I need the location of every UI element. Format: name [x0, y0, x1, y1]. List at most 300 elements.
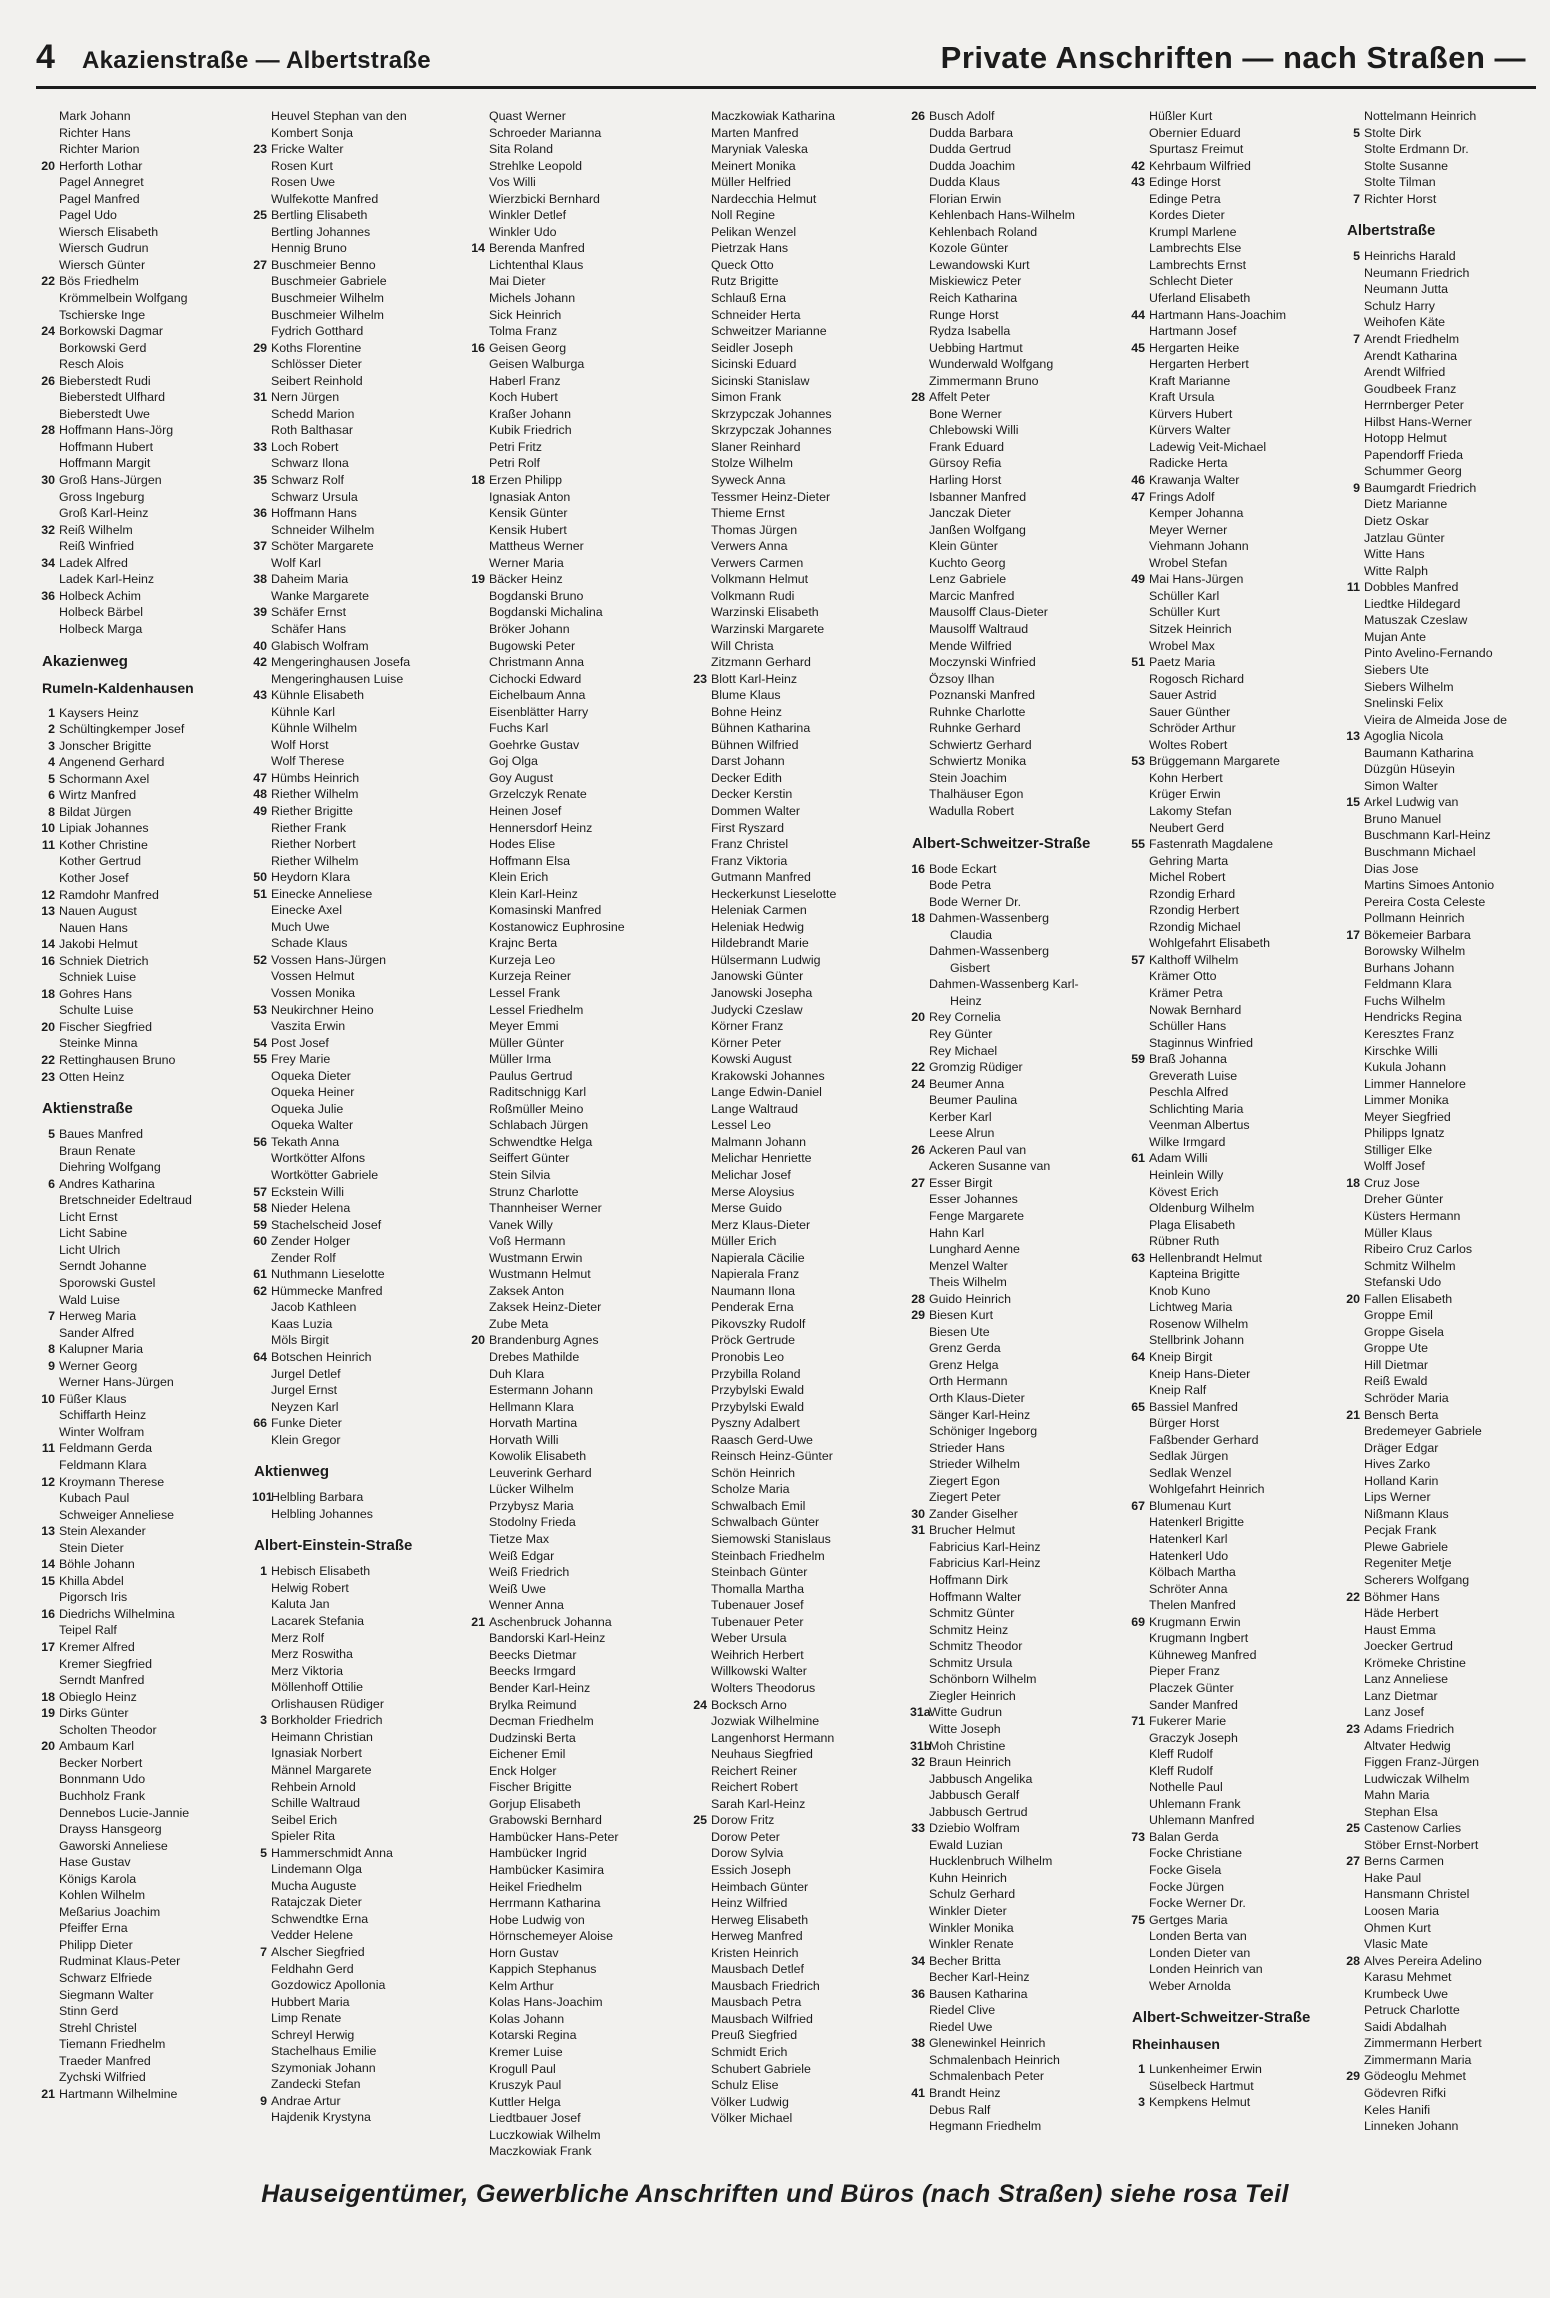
- resident-entry: [470, 1399, 690, 1416]
- resident-entry: [1345, 191, 1545, 208]
- resident-name: Bogdanski Michalina: [489, 605, 603, 620]
- resident-entry: [470, 2127, 690, 2144]
- resident-entry: [1345, 861, 1545, 878]
- resident-name: Bugowski Peter: [489, 638, 576, 653]
- resident-entry: [1130, 406, 1350, 423]
- resident-name: Fricke Walter: [271, 142, 344, 157]
- resident-name: Graczyk Joseph: [1149, 1730, 1238, 1745]
- resident-entry: [1345, 1390, 1545, 1407]
- resident-entry: [1345, 1820, 1545, 1837]
- resident-name: Decman Friedhelm: [489, 1714, 594, 1729]
- resident-entry: [1345, 1225, 1545, 1242]
- resident-name: Uebbing Hartmut: [929, 340, 1023, 355]
- resident-name: Vieira de Almeida Jose de: [1364, 712, 1508, 727]
- resident-name: Gertges Maria: [1149, 1912, 1228, 1927]
- resident-entry: [692, 1630, 910, 1647]
- resident-name: Verwers Carmen: [711, 555, 804, 570]
- resident-name: Nuthmann Lieselotte: [271, 1267, 385, 1282]
- resident-entry: [470, 2061, 690, 2078]
- resident-entry: [692, 323, 910, 340]
- resident-name: Hennersdorf Heinz: [489, 820, 593, 835]
- resident-name: Hatenkerl Karl: [1149, 1532, 1228, 1547]
- resident-name: Cruz Jose: [1364, 1175, 1420, 1190]
- resident-entry: [40, 290, 240, 307]
- house-number: 31: [911, 1523, 925, 1538]
- resident-entry: [910, 638, 1134, 655]
- resident-name: Veenman Albertus: [1149, 1118, 1250, 1133]
- resident-entry: [252, 1828, 464, 1845]
- resident-name: Eckstein Willi: [271, 1184, 344, 1199]
- resident-name: Körner Franz: [711, 1019, 784, 1034]
- resident-entry: [692, 1101, 910, 1118]
- resident-name: Wenner Anna: [489, 1598, 564, 1613]
- resident-name: Weihrich Herbert: [711, 1647, 804, 1662]
- resident-entry: [910, 976, 1134, 993]
- resident-entry: [910, 894, 1134, 911]
- resident-entry: [40, 820, 240, 837]
- resident-name: Horvath Martina: [489, 1416, 578, 1431]
- resident-name: Tiemann Friedhelm: [59, 2037, 166, 2052]
- resident-name: Bogdanski Bruno: [489, 588, 584, 603]
- resident-entry: [910, 770, 1134, 787]
- resident-name: Decker Edith: [711, 770, 782, 785]
- resident-name: Pelikan Wenzel: [711, 224, 797, 239]
- resident-name: Zander Giselher: [929, 1506, 1018, 1521]
- resident-entry: [692, 422, 910, 439]
- resident-name: Zaksek Anton: [489, 1283, 565, 1298]
- house-number: 23: [693, 671, 707, 686]
- resident-name: Schröder Maria: [1364, 1391, 1449, 1406]
- resident-name: Ambaum Karl: [59, 1739, 135, 1754]
- resident-entry: [910, 910, 1134, 927]
- resident-name: Leese Alrun: [929, 1126, 995, 1141]
- resident-name: Wolters Theodorus: [711, 1680, 816, 1695]
- resident-entry: [470, 1035, 690, 1052]
- resident-entry: [470, 422, 690, 439]
- resident-name: Bös Friedhelm: [59, 274, 139, 289]
- resident-entry: [470, 1084, 690, 1101]
- resident-entry: [40, 721, 240, 738]
- resident-name: Lichtenthal Klaus: [489, 257, 584, 272]
- directory-column-5: [910, 108, 1134, 2138]
- resident-name: Goudbeek Franz: [1364, 381, 1457, 396]
- resident-entry: [470, 1117, 690, 1134]
- resident-name: Kirschke Willi: [1364, 1043, 1438, 1058]
- resident-entry: [910, 1092, 1134, 1109]
- resident-entry: [1130, 356, 1350, 373]
- resident-name: Herrnberger Peter: [1364, 398, 1464, 413]
- resident-entry: [1130, 571, 1350, 588]
- resident-name: Groppe Emil: [1364, 1308, 1433, 1323]
- resident-entry: [252, 455, 464, 472]
- resident-name: Schwiertz Monika: [929, 754, 1027, 769]
- resident-name: Sicinski Eduard: [711, 357, 797, 372]
- resident-name: Lunkenheimer Erwin: [1149, 2062, 1262, 2077]
- resident-name: Frey Marie: [271, 1052, 331, 1067]
- page-header: [0, 0, 1550, 100]
- resident-name: Saidi Abdalhah: [1364, 2019, 1447, 2034]
- resident-name: Steinbach Friedhelm: [711, 1548, 825, 1563]
- resident-name: Rzondig Erhard: [1149, 886, 1236, 901]
- resident-entry: [252, 588, 464, 605]
- resident-name: Kerber Karl: [929, 1109, 992, 1124]
- resident-entry: [252, 671, 464, 688]
- resident-entry: [692, 1845, 910, 1862]
- resident-name: Gödevren Rifki: [1364, 2085, 1446, 2100]
- resident-entry: [910, 455, 1134, 472]
- resident-entry: [470, 340, 690, 357]
- resident-name: Beumer Anna: [929, 1076, 1005, 1091]
- resident-name: Lacarek Stefania: [271, 1614, 364, 1629]
- resident-name: Thannheiser Werner: [489, 1201, 602, 1216]
- resident-name: Kuchto Georg: [929, 555, 1006, 570]
- resident-entry: [40, 1689, 240, 1706]
- resident-entry: [252, 1646, 464, 1663]
- resident-name: Borkowski Dagmar: [59, 324, 163, 339]
- resident-name: Schormann Axel: [59, 771, 150, 786]
- resident-entry: [910, 323, 1134, 340]
- resident-entry: [692, 1167, 910, 1184]
- resident-name: Sporowski Gustel: [59, 1276, 156, 1290]
- resident-name: Männel Margarete: [271, 1762, 372, 1777]
- house-number: 43: [253, 688, 267, 703]
- resident-entry: [252, 273, 464, 290]
- resident-entry: [692, 158, 910, 175]
- resident-name: Funke Dieter: [271, 1416, 342, 1431]
- resident-entry: [1130, 1002, 1350, 1019]
- resident-entry: [40, 1771, 240, 1788]
- resident-entry: [40, 555, 240, 572]
- resident-entry: [910, 191, 1134, 208]
- resident-entry: [1130, 1614, 1350, 1631]
- resident-name: Strehlke Leopold: [489, 158, 582, 173]
- resident-entry: [692, 1366, 910, 1383]
- resident-entry: [252, 2076, 464, 2093]
- house-number: 20: [1346, 1291, 1360, 1306]
- resident-name: Koths Florentine: [271, 340, 362, 355]
- resident-name: Häde Herbert: [1364, 1606, 1439, 1621]
- resident-entry: [252, 1878, 464, 1895]
- house-number: 1: [48, 705, 55, 720]
- resident-entry: [470, 1167, 690, 1184]
- district-heading: Rheinhausen: [1132, 2036, 1220, 2053]
- resident-name: Hartmann Wilhelmine: [59, 2086, 178, 2101]
- resident-name: Groß Karl-Heinz: [59, 506, 149, 521]
- resident-name: Hennig Bruno: [271, 241, 347, 256]
- resident-entry: [40, 1341, 240, 1358]
- resident-entry: [1130, 273, 1350, 290]
- resident-name: Theis Wilhelm: [929, 1275, 1007, 1290]
- resident-name: Weber Arnolda: [1149, 1978, 1231, 1993]
- resident-entry: [252, 472, 464, 489]
- resident-name: Kappich Stephanus: [489, 1962, 597, 1977]
- resident-entry: [910, 2052, 1134, 2069]
- house-number: 32: [911, 1755, 925, 1770]
- resident-name: Agoglia Nicola: [1364, 729, 1444, 744]
- resident-name: Fuchs Wilhelm: [1364, 993, 1446, 1008]
- resident-name: Wustmann Helmut: [489, 1267, 591, 1282]
- resident-name: Hambücker Hans-Peter: [489, 1829, 619, 1844]
- resident-name: Scholten Theodor: [59, 1722, 157, 1737]
- resident-entry: [1130, 340, 1350, 357]
- resident-entry: [910, 1324, 1134, 1341]
- resident-name: Pagel Manfred: [59, 191, 140, 206]
- resident-entry: [1345, 645, 1545, 662]
- resident-name: Serndt Johanne: [59, 1259, 147, 1274]
- house-number: 45: [1131, 340, 1145, 355]
- resident-name: Focke Gisela: [1149, 1862, 1222, 1877]
- resident-name: Kotarski Regina: [489, 2028, 577, 2043]
- resident-entry: [1130, 1150, 1350, 1167]
- resident-name: Helbling Barbara: [271, 1490, 364, 1505]
- resident-name: Meinert Monika: [711, 158, 796, 173]
- resident-name: Merse Guido: [711, 1201, 782, 1216]
- resident-name: Stolte Dirk: [1364, 125, 1422, 140]
- resident-entry: [1345, 364, 1545, 381]
- house-number: 18: [41, 986, 55, 1001]
- resident-entry: [910, 1076, 1134, 1093]
- resident-name: Kremer Alfred: [59, 1640, 135, 1655]
- resident-name: Scholze Maria: [711, 1482, 790, 1497]
- resident-name: Kukula Johann: [1364, 1060, 1446, 1075]
- resident-name: Jonscher Brigitte: [59, 738, 152, 753]
- resident-entry: [252, 1506, 464, 1523]
- resident-entry: [1130, 820, 1350, 837]
- resident-name: Vaszita Erwin: [271, 1019, 346, 1034]
- resident-name: Thieme Ernst: [711, 506, 785, 521]
- resident-name: Schmidt Erich: [711, 2044, 788, 2059]
- resident-name: Reiß Wilhelm: [59, 522, 133, 537]
- resident-entry: [1130, 1266, 1350, 1283]
- resident-name: Kapteina Brigitte: [1149, 1267, 1240, 1282]
- resident-name: Biesen Ute: [929, 1324, 990, 1339]
- house-number: 9: [1353, 480, 1360, 495]
- resident-name: Krüger Erwin: [1149, 787, 1221, 802]
- resident-entry: [692, 1912, 910, 1929]
- resident-name: Keles Hanifi: [1364, 2102, 1431, 2117]
- resident-name: Skrzypczak Johannes: [711, 406, 832, 421]
- resident-entry: [1130, 1299, 1350, 1316]
- resident-entry: [692, 1928, 910, 1945]
- resident-entry: [910, 1473, 1134, 1490]
- resident-name: Bredemeyer Gabriele: [1364, 1424, 1482, 1439]
- house-number: 15: [41, 1573, 55, 1588]
- resident-entry: [470, 1895, 690, 1912]
- resident-name: Stefanski Udo: [1364, 1275, 1442, 1290]
- resident-entry: [910, 174, 1134, 191]
- resident-name: Berenda Manfred: [489, 241, 585, 256]
- resident-entry: [252, 869, 464, 886]
- resident-entry: [470, 604, 690, 621]
- resident-entry: [910, 1390, 1134, 1407]
- resident-name: Post Josef: [271, 1035, 329, 1050]
- resident-name: Klein Gregor: [271, 1432, 341, 1447]
- resident-entry: [1130, 654, 1350, 671]
- resident-name: Alves Pereira Adelino: [1364, 1953, 1482, 1968]
- resident-entry: [470, 886, 690, 903]
- resident-entry: [1345, 1754, 1545, 1771]
- resident-name: Kaysers Heinz: [59, 705, 139, 720]
- resident-name: Zitzmann Gerhard: [711, 655, 811, 670]
- resident-entry: [692, 1150, 910, 1167]
- resident-entry: [40, 340, 240, 357]
- resident-entry: [1130, 1498, 1350, 1515]
- resident-entry: [470, 571, 690, 588]
- resident-entry: [692, 1763, 910, 1780]
- resident-entry: [1345, 480, 1545, 497]
- resident-entry: [692, 919, 910, 936]
- resident-entry: [692, 1597, 910, 1614]
- resident-name: Esser Johannes: [929, 1192, 1018, 1207]
- resident-entry: [692, 340, 910, 357]
- resident-entry: [470, 158, 690, 175]
- resident-entry: [40, 986, 240, 1003]
- resident-entry: [692, 141, 910, 158]
- resident-entry: [252, 2093, 464, 2110]
- resident-entry: [692, 820, 910, 837]
- resident-name: Zender Holger: [271, 1234, 351, 1249]
- resident-name: Spurtasz Freimut: [1149, 142, 1244, 157]
- resident-entry: [470, 1018, 690, 1035]
- resident-name: Hoffmann Walter: [929, 1589, 1022, 1604]
- resident-name: Krakowski Johannes: [711, 1068, 825, 1083]
- resident-entry: [692, 455, 910, 472]
- resident-entry: [1345, 794, 1545, 811]
- resident-entry: [910, 406, 1134, 423]
- resident-entry: [470, 1184, 690, 1201]
- resident-name: Werner Hans-Jürgen: [59, 1375, 174, 1390]
- resident-name: Loch Robert: [271, 439, 339, 454]
- resident-entry: [692, 1663, 910, 1680]
- resident-name: Voß Hermann: [489, 1234, 566, 1249]
- resident-entry: [252, 1596, 464, 1613]
- resident-entry: [910, 1357, 1134, 1374]
- resident-entry: [1345, 976, 1545, 993]
- resident-entry: [910, 571, 1134, 588]
- resident-entry: [1345, 1059, 1545, 1076]
- house-number: 51: [1131, 655, 1145, 670]
- resident-name: Winkler Detlef: [489, 208, 567, 223]
- resident-entry: [910, 604, 1134, 621]
- house-number: 75: [1131, 1912, 1145, 1927]
- resident-name: Wortkötter Alfons: [271, 1151, 366, 1166]
- resident-entry: [1345, 993, 1545, 1010]
- house-number: 17: [1346, 927, 1360, 942]
- house-number: 22: [41, 1052, 55, 1067]
- resident-name: Borkholder Friedrich: [271, 1713, 383, 1728]
- resident-entry: [252, 1779, 464, 1796]
- resident-name: Uferland Elisabeth: [1149, 291, 1251, 306]
- resident-entry: [252, 952, 464, 969]
- resident-entry: [1130, 902, 1350, 919]
- resident-name: Bode Eckart: [929, 861, 997, 876]
- resident-entry: [910, 2019, 1134, 2036]
- resident-entry: [1130, 985, 1350, 1002]
- resident-entry: [910, 737, 1134, 754]
- resident-name: Brylka Reimund: [489, 1697, 577, 1712]
- resident-name: Kohn Herbert: [1149, 770, 1223, 785]
- resident-name: Weihofen Käte: [1364, 315, 1446, 330]
- resident-entry: [1345, 314, 1545, 331]
- resident-entry: [252, 1299, 464, 1316]
- resident-entry: [692, 1084, 910, 1101]
- resident-entry: [692, 985, 910, 1002]
- resident-name: Schulz Gerhard: [929, 1887, 1016, 1902]
- resident-entry: [692, 1299, 910, 1316]
- resident-name: Obieglo Heinz: [59, 1689, 137, 1704]
- resident-entry: [692, 786, 910, 803]
- resident-entry: [252, 1382, 464, 1399]
- resident-entry: [40, 936, 240, 953]
- house-number: 64: [1131, 1350, 1145, 1365]
- resident-name: Werner Georg: [59, 1358, 138, 1373]
- house-number: 51: [253, 886, 267, 901]
- resident-name: Ignasiak Norbert: [271, 1746, 362, 1761]
- house-number: 31: [253, 390, 267, 405]
- resident-name: Hebisch Elisabeth: [271, 1564, 371, 1579]
- resident-entry: [470, 307, 690, 324]
- resident-name: Sick Heinrich: [489, 307, 562, 322]
- resident-name: Horn Gustav: [489, 1945, 559, 1960]
- resident-entry: [910, 1539, 1134, 1556]
- resident-name: Schiffarth Heinz: [59, 1408, 147, 1423]
- resident-entry: [1130, 1697, 1350, 1714]
- resident-entry: [252, 389, 464, 406]
- resident-entry: [1130, 240, 1350, 257]
- resident-name: Kelm Arthur: [489, 1978, 554, 1993]
- house-number: 31a: [910, 1705, 931, 1720]
- resident-entry: [1130, 108, 1350, 125]
- resident-name: Krumpl Marlene: [1149, 224, 1237, 239]
- resident-name: Peschla Alfred: [1149, 1085, 1229, 1100]
- resident-name: Strieder Hans: [929, 1440, 1005, 1455]
- resident-name: Bertling Elisabeth: [271, 208, 368, 223]
- resident-name: Schwalbach Günter: [711, 1515, 820, 1530]
- resident-entry: [252, 1613, 464, 1630]
- resident-entry: [252, 1167, 464, 1184]
- resident-name: Ackeren Paul van: [929, 1142, 1027, 1157]
- resident-name: Przybilla Roland: [711, 1366, 801, 1381]
- resident-entry: [692, 803, 910, 820]
- resident-name: Schneider Herta: [711, 307, 801, 322]
- resident-entry: [692, 1614, 910, 1631]
- resident-entry: [1130, 1514, 1350, 1531]
- house-number: 15: [1346, 795, 1360, 810]
- resident-name: Malmann Johann: [711, 1134, 807, 1149]
- resident-entry: [252, 373, 464, 390]
- house-number: 37: [253, 539, 267, 554]
- resident-entry: [1130, 158, 1350, 175]
- resident-entry: [692, 869, 910, 886]
- resident-name: Hotopp Helmut: [1364, 431, 1447, 446]
- resident-entry: [692, 1812, 910, 1829]
- resident-entry: [470, 1481, 690, 1498]
- resident-name: Dahmen-Wassenberg: [929, 911, 1050, 926]
- resident-entry: [40, 1854, 240, 1871]
- house-number: 11: [41, 1441, 55, 1456]
- resident-entry: [470, 1614, 690, 1631]
- house-number: 40: [253, 638, 267, 653]
- street-heading: Albert-Einstein-Straße: [254, 1537, 413, 1555]
- resident-name: Völker Michael: [711, 2111, 793, 2126]
- resident-entry: [40, 2036, 240, 2053]
- resident-name: Uhlemann Frank: [1149, 1796, 1241, 1811]
- resident-name: Bildat Jürgen: [59, 804, 132, 819]
- resident-name: Stein Dieter: [59, 1540, 124, 1555]
- resident-name: Heckerkunst Lieselotte: [711, 886, 837, 901]
- resident-name: Kother Christine: [59, 837, 148, 852]
- house-number: 13: [41, 1524, 55, 1539]
